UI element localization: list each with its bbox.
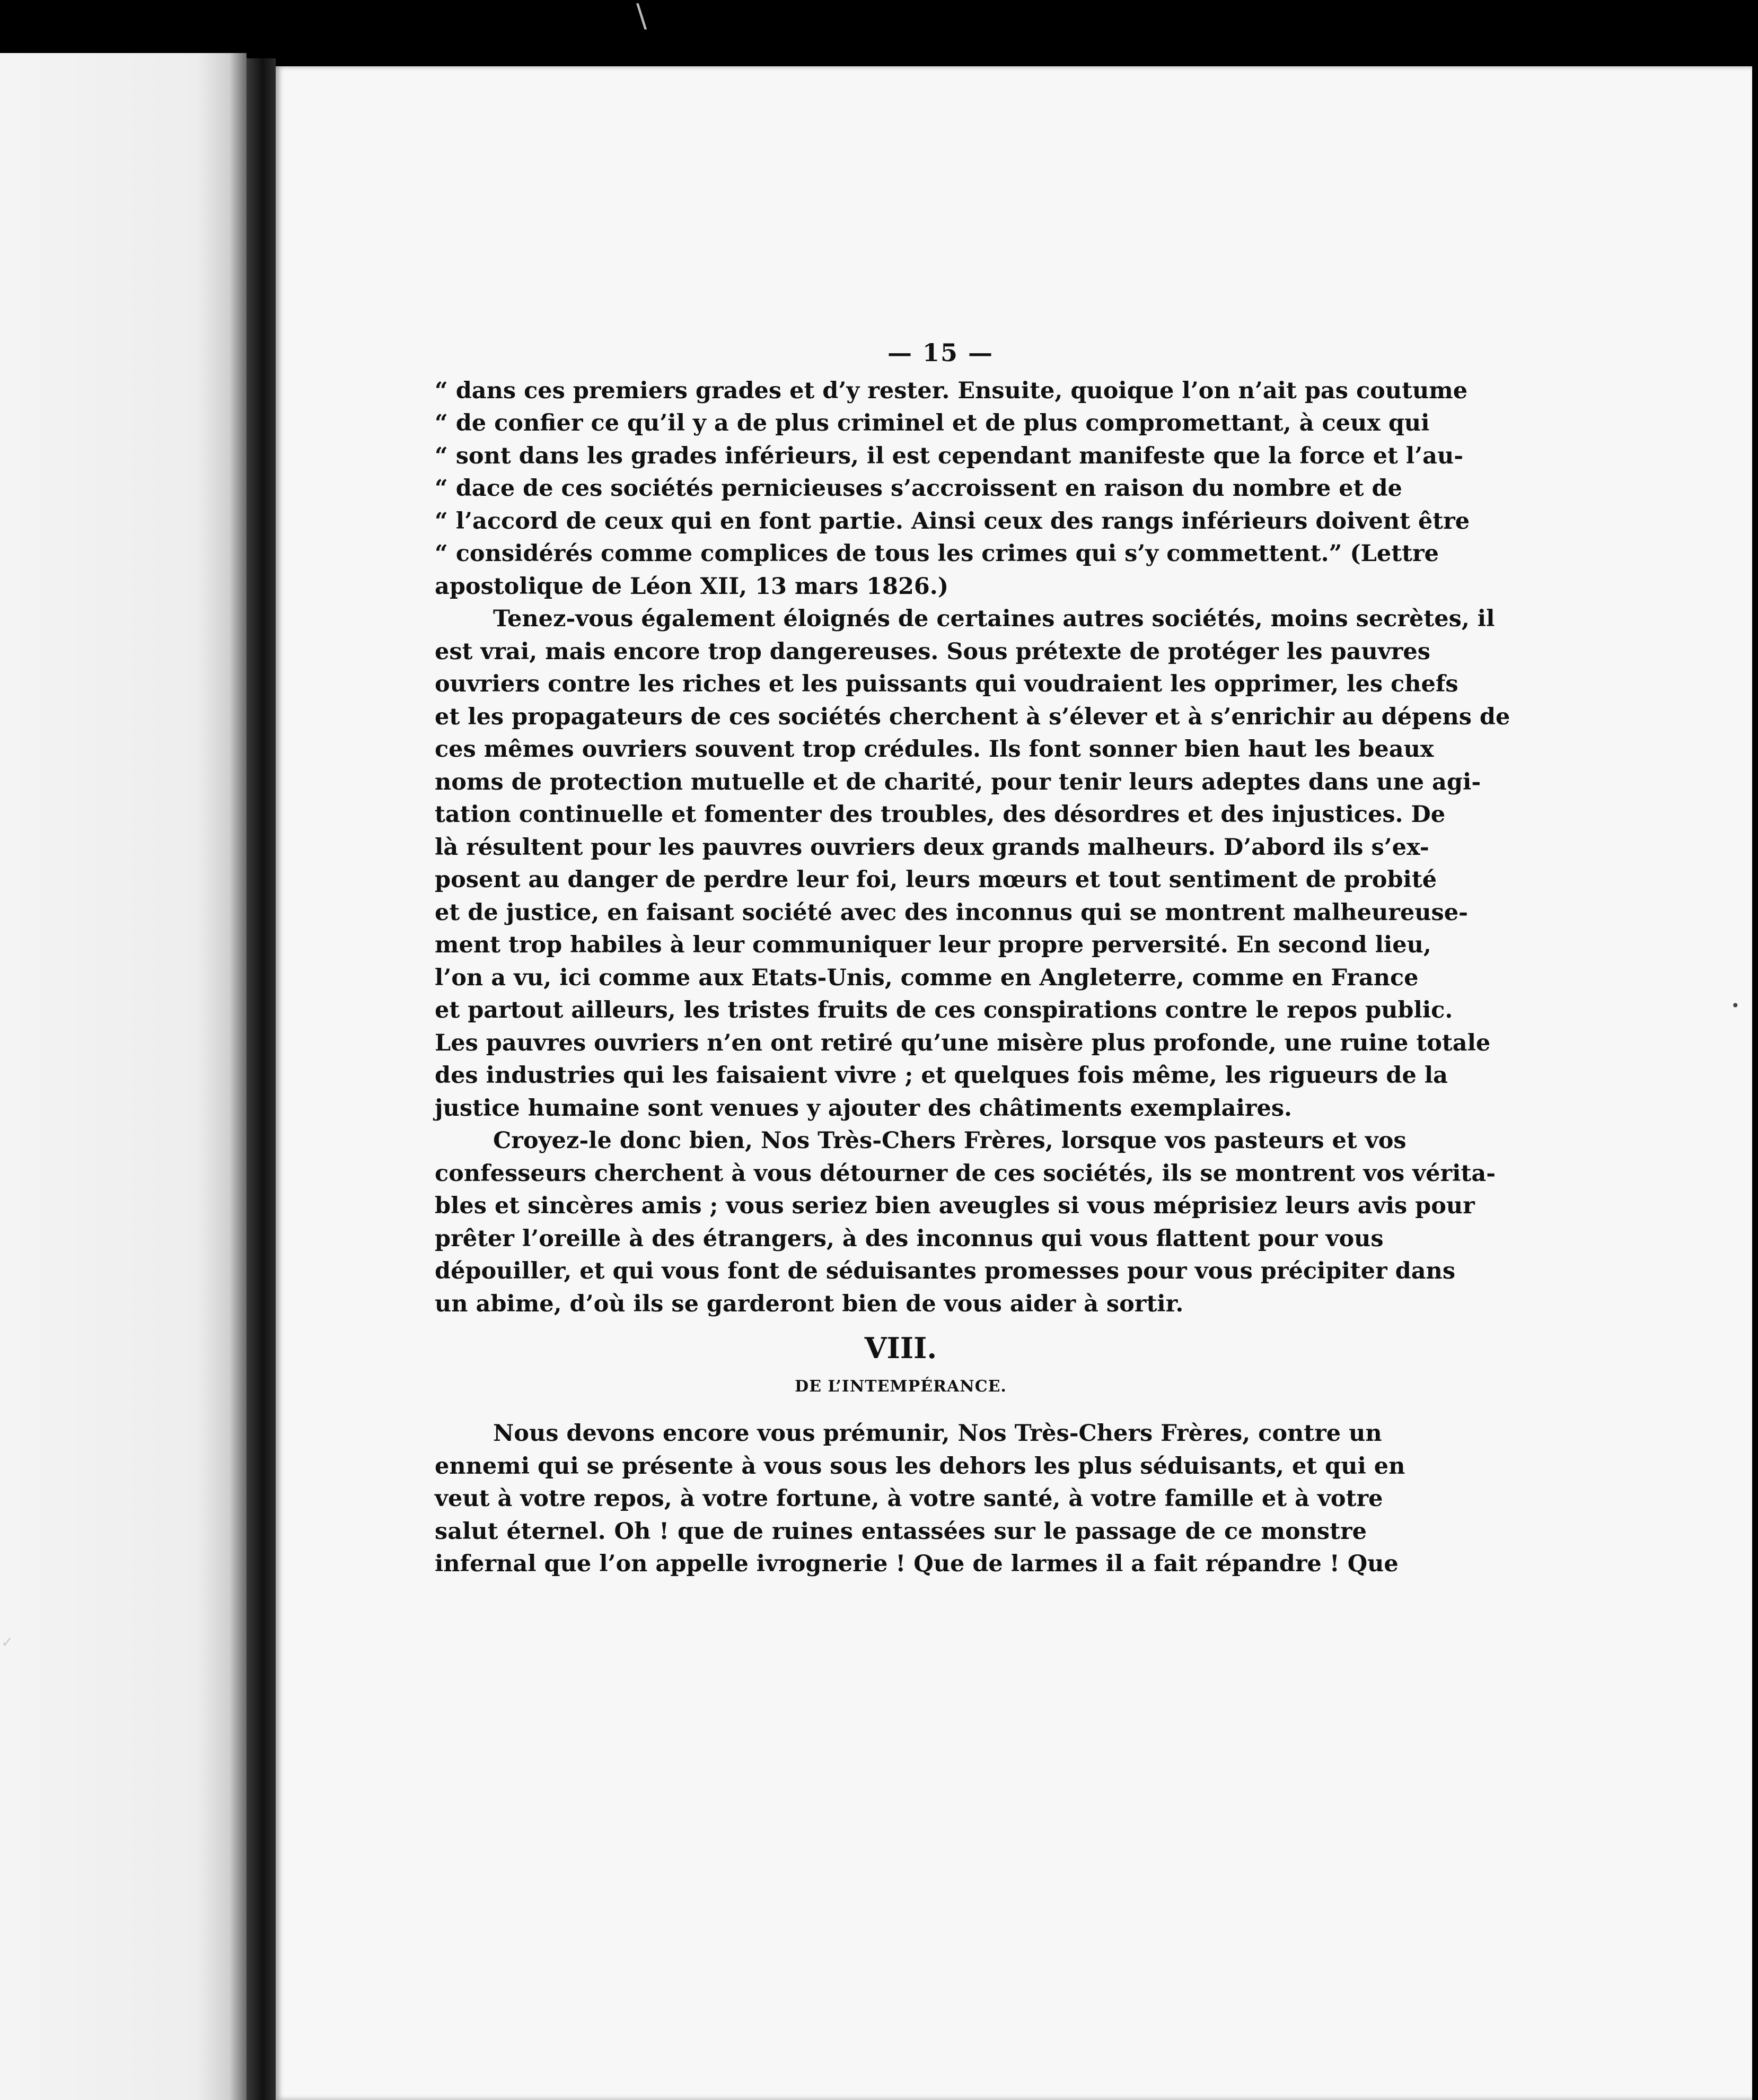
text-line: veut à votre repos, à votre fortune, à votre santé, à votre famille et à votre [435,1485,1383,1512]
section-title: DE L’INTEMPÉRANCE. [795,1377,1007,1396]
section-numeral: VIII. [864,1331,937,1365]
text-line: ennemi qui se présente à vous sous les dehors les plus séduisants, et qui en [435,1452,1405,1480]
paragraph-intemperance [435,1418,1405,1581]
facing-page [0,53,247,2100]
text-line: salut éternel. Oh ! que de ruines entassées sur le passage de ce monstre [435,1518,1367,1545]
text-line: et les propagateurs de ces sociétés cherchent à s’élever et à s’enrichir au dépens de [435,703,1510,730]
text-line: infernal que l’on appelle ivrognerie ! Que de larmes il a fait répandre ! Que [435,1551,1399,1577]
text-line: “ sont dans les grades inférieurs, il est cependant manifeste que la force et l’au- [435,442,1464,469]
text-line: et partout ailleurs, les tristes fruits de ces conspirations contre le repos public. [435,997,1453,1023]
text-line: bles et sincères amis ; vous seriez bien aveugles si vous méprisiez leurs avis pour [435,1193,1475,1219]
text-line: dépouiller, et qui vous font de séduisantes promesses pour vous précipiter dans [435,1258,1456,1284]
book-gutter [247,58,276,2100]
quoted-letter [435,375,1470,603]
text-line: justice humaine sont venues y ajouter des châtiments exemplaires. [435,1095,1293,1122]
right-margin-mark: • [1731,997,1740,1014]
text-line: “ dace de ces sociétés pernicieuses s’accroissent en raison du nombre et de [435,475,1402,502]
text-line: Croyez-le donc bien, Nos Très-Chers Frères, lorsque vos pasteurs et vos [493,1127,1407,1154]
text-line: Tenez-vous également éloignés de certaines autres sociétés, moins secrètes, il [493,606,1495,632]
text-line: apostolique de Léon XII, 13 mars 1826.) [435,573,949,600]
text-line: Les pauvres ouvriers n’en ont retiré qu’une misère plus profonde, une ruine totale [435,1029,1491,1056]
text-line: confesseurs cherchent à vous détourner de ces sociétés, ils se montrent vos vérita- [435,1160,1496,1187]
text-line: noms de protection mutuelle et de charité, pour tenir leurs adeptes dans une agi- [435,768,1481,795]
paragraph-advice [435,1125,1496,1320]
text-line: ouvriers contre les riches et les puissants qui voudraient les opprimer, les chefs [435,671,1458,697]
left-margin-mark: ✓ [1,1633,14,1651]
paragraph-societies [435,603,1510,1125]
page-number: — 15 — [887,338,994,367]
page-text [435,337,1510,1581]
text-line: “ dans ces premiers grades et d’y rester. Ensuite, quoique l’on n’ait pas coutume [435,377,1468,404]
text-line: Nous devons encore vous prémunir, Nos Très-Chers Frères, contre un [493,1420,1382,1447]
text-line: tation continuelle et fomenter des troubles, des désordres et des injustices. De [435,801,1446,828]
text-line: et de justice, en faisant société avec des inconnus qui se montrent malheureuse- [435,899,1468,926]
text-line: prêter l’oreille à des étrangers, à des inconnus qui vous flattent pour vous [435,1225,1384,1252]
scan-mark: \ [636,0,647,34]
text-line: “ l’accord de ceux qui en font partie. Ainsi ceux des rangs inférieurs doivent être [435,508,1470,535]
text-line: des industries qui les faisaient vivre ; et quelques fois même, les rigueurs de la [435,1062,1448,1089]
text-line: posent au danger de perdre leur foi, leurs mœurs et tout sentiment de probité [435,867,1437,893]
text-line: un abime, d’où ils se garderont bien de vous aider à sortir. [435,1290,1184,1317]
text-line: là résultent pour les pauvres ouvriers deux grands malheurs. D’abord ils s’ex- [435,834,1429,861]
text-line: “ considérés comme complices de tous les crimes qui s’y commettent.” (Lettre [435,540,1439,567]
text-line: ment trop habiles à leur communiquer leur propre perversité. En second lieu, [435,932,1431,958]
text-line: “ de confier ce qu’il y a de plus criminel et de plus compromettant, à ceux qui [435,410,1430,436]
text-line: ces mêmes ouvriers souvent trop crédules. Ils font sonner bien haut les beaux [435,736,1434,763]
text-line: l’on a vu, ici comme aux Etats-Unis, comme en Angleterre, comme en France [435,964,1419,991]
text-line: est vrai, mais encore trop dangereuses. Sous prétexte de protéger les pauvres [435,638,1430,665]
